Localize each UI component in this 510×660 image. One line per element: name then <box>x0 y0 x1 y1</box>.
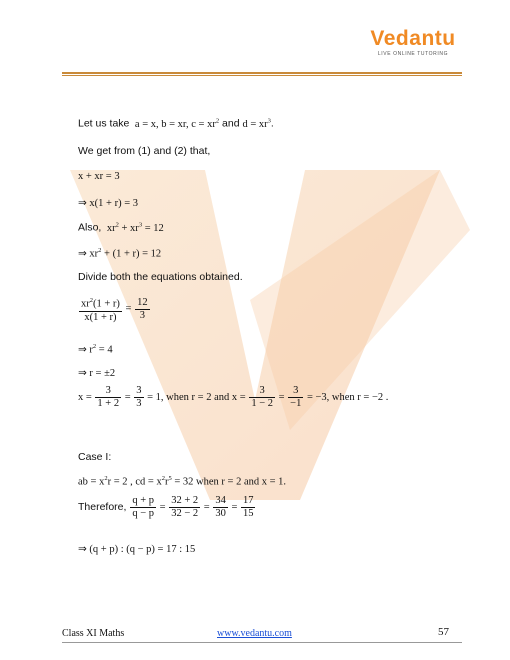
case-heading: Case I: <box>78 451 112 463</box>
logo-tagline: LIVE ONLINE TUTORING <box>377 51 449 57</box>
equation-3: ⇒ $xr^2 + (1 + r) = 12$ <box>78 247 162 260</box>
line-also: Also, $xr^2 + xr^3 = 12$ <box>78 221 164 234</box>
line-let-us-take: Let us take a = x, b = xr, $c = xr^2$ and $d = xr^3$. <box>78 117 274 130</box>
equation-2: ⇒ x(1 + r) = 3 <box>78 198 139 209</box>
page-number: 57 <box>438 626 449 638</box>
header-rule-thin <box>62 75 462 76</box>
equation-case: ab = $x^2r = 2$ , cd = $x^2r^5 = 32$ when r = 2 and x = 1. <box>78 475 287 488</box>
equation-therefore: Therefore, $\frac{q + p}{q - p}$ = $\frac{32 + 2}{32 - 2}$ = $\frac{34}{30}$ = $\frac{17}{15}$ <box>78 495 254 519</box>
fraction: $\frac{12}{3}$ <box>137 296 148 321</box>
fraction: $\frac{xr^2(1 + r)}{x(1 + r)}$ <box>81 297 120 323</box>
footer-rule <box>62 642 462 643</box>
equation-fraction-ratio: $\frac{xr^2(1 + r)}{x(1 + r)}$ = $\frac{12}{3}$ <box>81 296 148 323</box>
line-we-get: We get from (1) and (2) that, <box>78 145 211 157</box>
footer-website-link[interactable]: www.vedantu.com <box>217 628 292 639</box>
header-rule <box>62 72 462 74</box>
equation-x-values: x = $\frac{3}{1 + 2}$ = $\frac{3}{3}$ = 1, when r = 2 and x = $\frac{3}{1 - 2}$ = $\frac{3}{-1}$ = −3, when r = −2 . <box>78 385 389 409</box>
logo-word: Vedantu <box>370 27 456 50</box>
equation-r-value: ⇒ r = ±2 <box>78 368 116 379</box>
footer-class-label: Class XI Maths <box>62 628 125 639</box>
equation-ratio-result: ⇒ (q + p) : (q − p) = 17 : 15 <box>78 544 196 555</box>
equation-r-squared: ⇒ $r^2 = 4$ <box>78 343 113 356</box>
equation-1: x + xr = 3 <box>78 171 120 182</box>
line-divide: Divide both the equations obtained. <box>78 271 243 283</box>
vedantu-logo <box>358 28 468 57</box>
math: a = x, b = xr, $c = xr^2$ <box>134 117 220 130</box>
